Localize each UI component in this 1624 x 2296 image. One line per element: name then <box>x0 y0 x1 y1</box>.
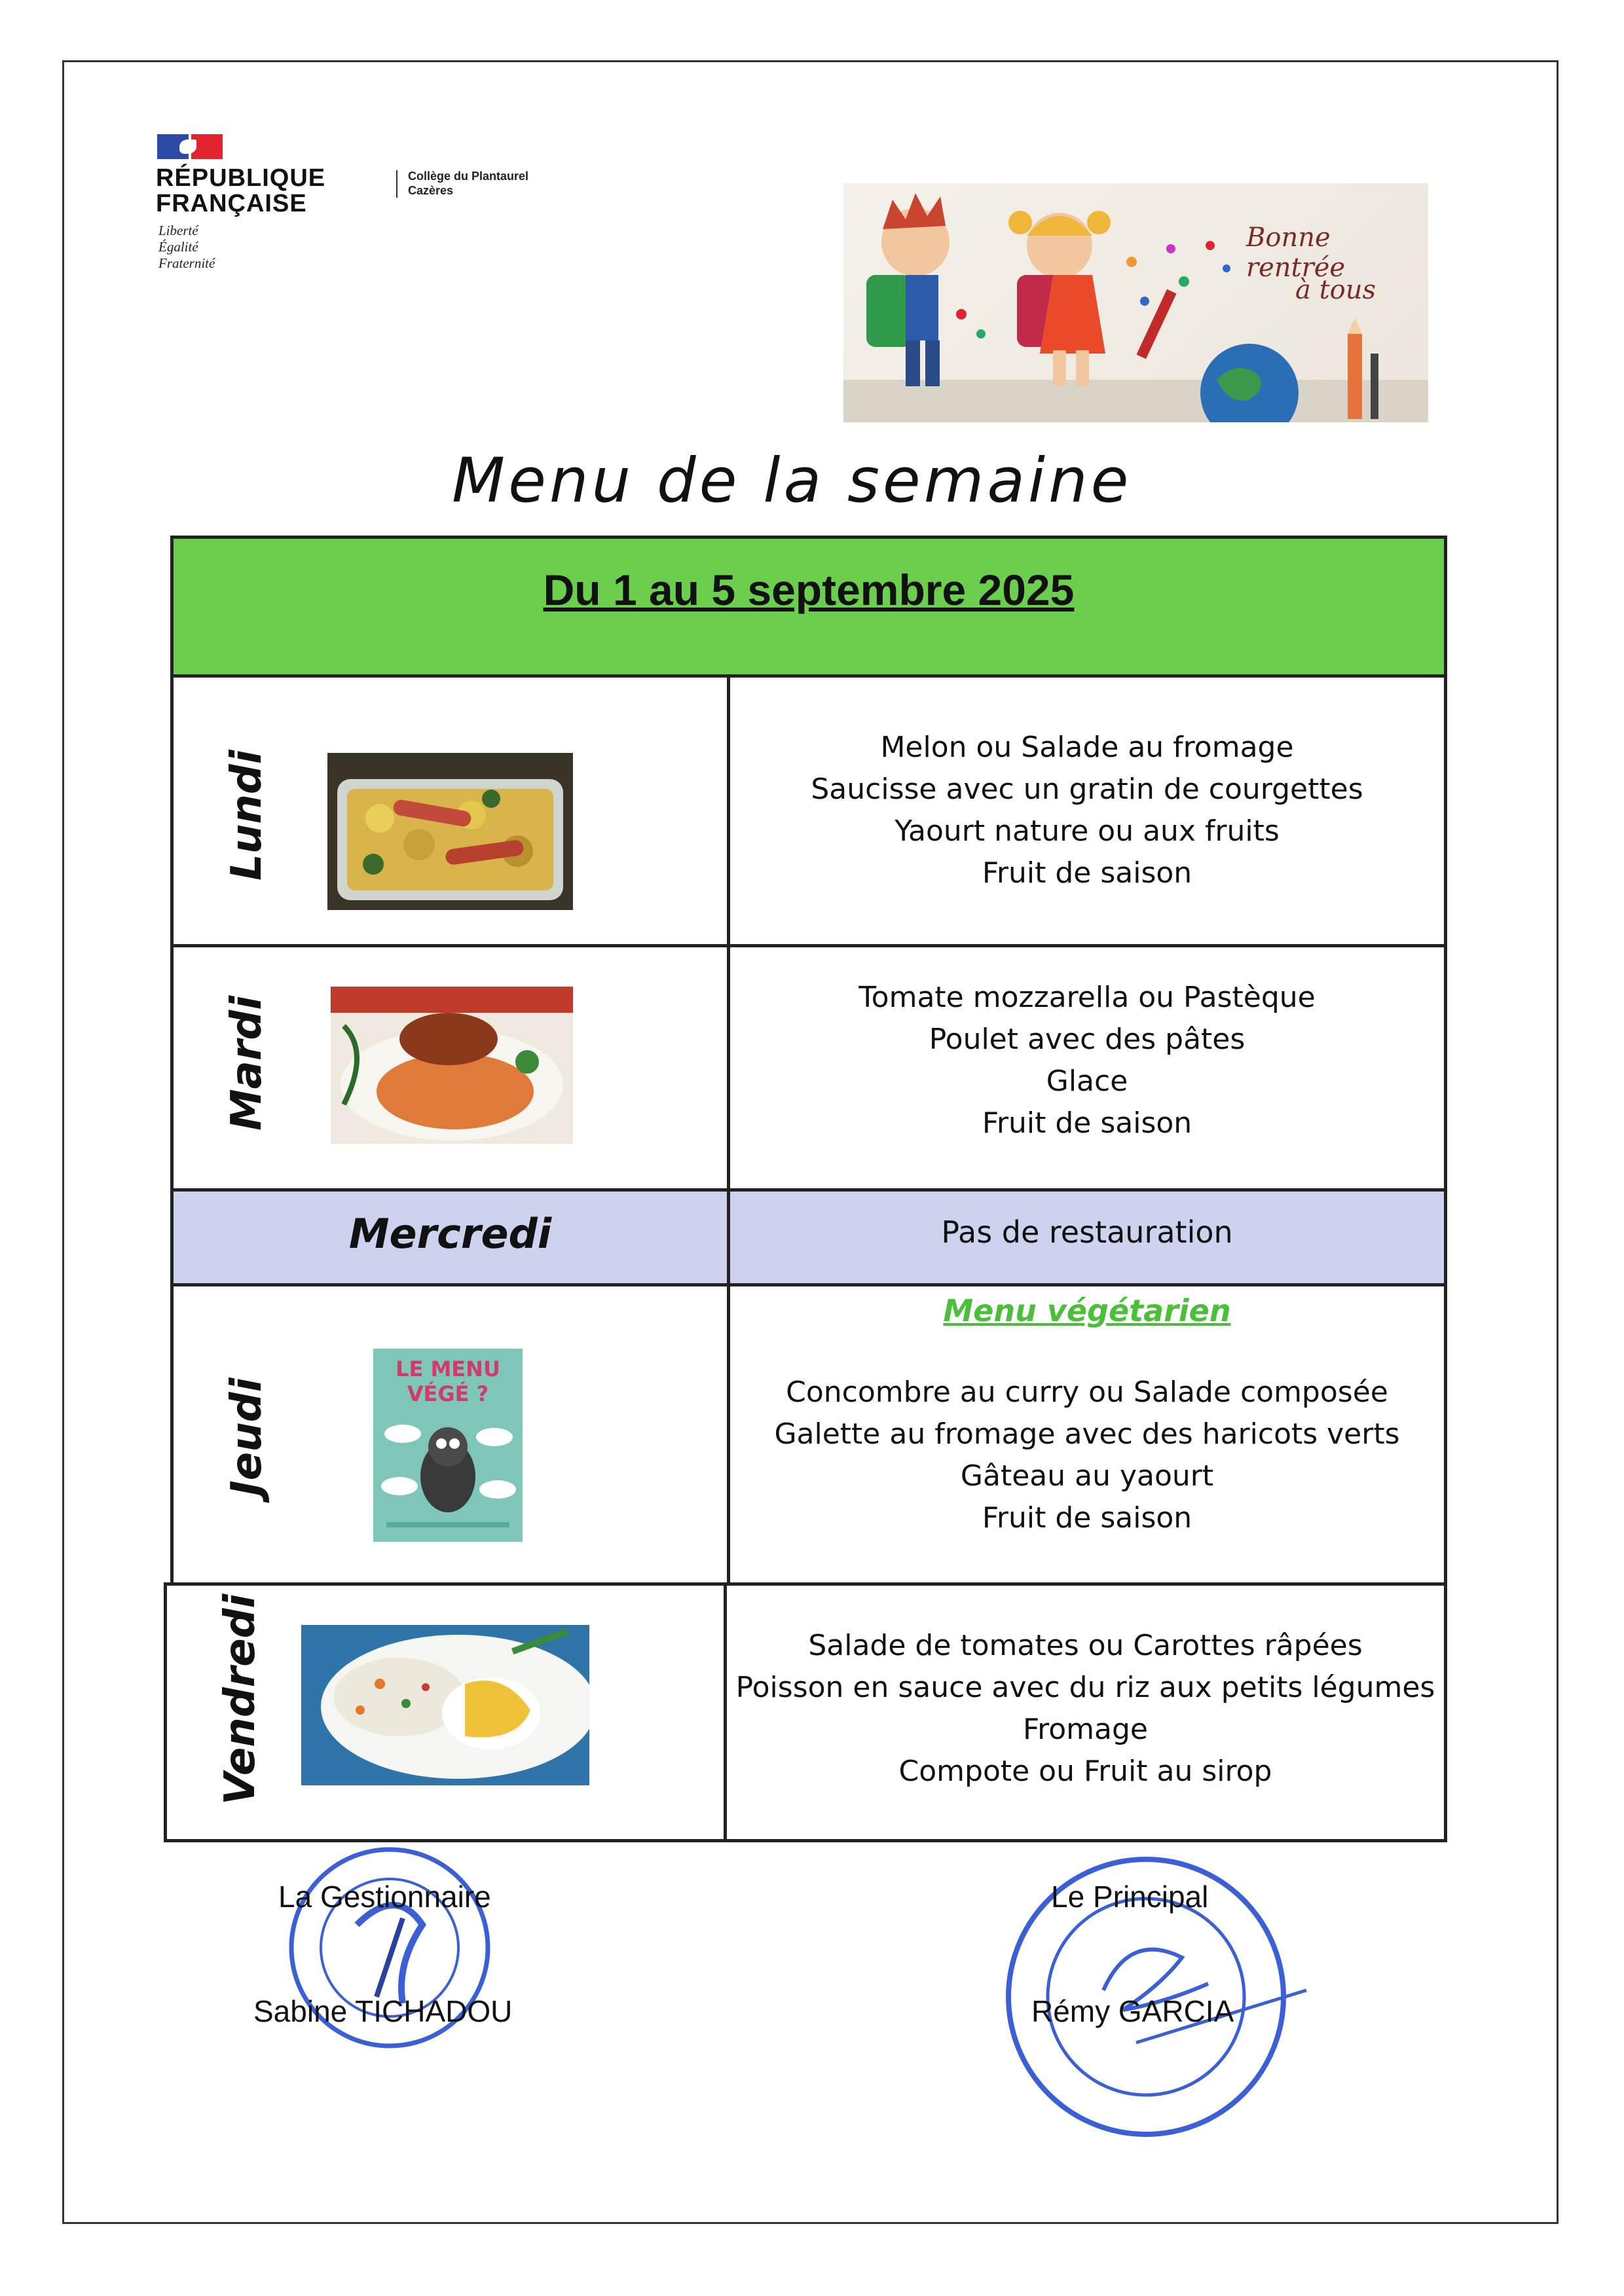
vegetarian-tag: Menu végétarien <box>943 1293 1231 1328</box>
day-label-vendredi: Vendredi <box>216 1594 265 1805</box>
menu-item: Fruit de saison <box>982 1106 1192 1140</box>
menu-item: Concombre au curry ou Salade composée <box>786 1376 1388 1409</box>
marianne-logo <box>157 134 223 159</box>
day-label-mercredi: Mercredi <box>348 1210 552 1258</box>
republic-line-1: RÉPUBLIQUE <box>156 164 326 192</box>
menu-item: Fruit de saison <box>982 856 1192 890</box>
page-title: Menu de la semaine <box>452 445 1132 517</box>
day-cell-vendredi <box>164 1582 727 1842</box>
day-cell-lundi <box>170 674 730 947</box>
chicken-pasta-photo <box>331 987 573 1144</box>
motto-1: Liberté <box>158 223 198 238</box>
menu-item: Compote ou Fruit au sirop <box>898 1755 1272 1788</box>
college-city: Cazères <box>408 184 454 197</box>
poster-title-2: VÉGÉ ? <box>407 1381 489 1406</box>
menu-list-lundi <box>730 727 1444 894</box>
poster-title-1: LE MENU <box>396 1357 500 1381</box>
menu-item: Gâteau au yaourt <box>960 1459 1214 1493</box>
menu-item: Galette au fromage avec des haricots verts <box>774 1417 1400 1451</box>
republic-line-2: FRANÇAISE <box>156 190 307 217</box>
day-cell-mardi <box>170 944 730 1192</box>
menu-cell-lundi <box>727 674 1447 947</box>
menu-list-mardi <box>730 977 1444 1144</box>
menu-item: Fruit de saison <box>982 1501 1192 1535</box>
menu-list-jeudi <box>730 1372 1444 1539</box>
day-cell-mercredi <box>170 1188 730 1286</box>
logo-separator <box>396 170 397 198</box>
no-service-note: Pas de restauration <box>941 1214 1233 1250</box>
gratin-photo <box>327 753 573 910</box>
menu-item: Melon ou Salade au fromage <box>880 731 1294 764</box>
left-signature-title: La Gestionnaire <box>278 1880 491 1914</box>
left-signature-name: Sabine TICHADOU <box>253 1994 513 2028</box>
menu-item: Fromage <box>1023 1713 1148 1746</box>
menu-cell-mercredi <box>727 1188 1447 1286</box>
college-name: Collège du Plantaurel <box>408 170 529 183</box>
banner-text-1: Bonne rentrée <box>1246 223 1346 283</box>
menu-item: Yaourt nature ou aux fruits <box>895 814 1280 848</box>
banner-text-2: à tous <box>1295 275 1376 305</box>
motto-2: Égalité <box>158 239 198 255</box>
right-signature-name: Rémy GARCIA <box>1031 1994 1234 2028</box>
motto-3: Fraternité <box>158 255 215 271</box>
right-signature-title: Le Principal <box>1051 1880 1209 1914</box>
menu-cell-mardi <box>727 944 1447 1192</box>
menu-item: Tomate mozzarella ou Pastèque <box>858 981 1316 1014</box>
day-label-jeudi: Jeudi <box>223 1377 271 1496</box>
period-label: Du 1 au 5 septembre 2025 <box>543 566 1075 614</box>
day-label-lundi: Lundi <box>223 750 271 881</box>
menu-item: Poulet avec des pâtes <box>929 1023 1246 1056</box>
menu-item: Glace <box>1046 1065 1128 1098</box>
menu-cell-vendredi <box>724 1582 1447 1842</box>
fish-rice-photo <box>301 1625 589 1785</box>
menu-item: Poisson en sauce avec du riz aux petits légumes <box>735 1671 1435 1704</box>
menu-cell-jeudi <box>727 1283 1447 1586</box>
menu-vege-poster <box>373 1349 523 1542</box>
menu-list-vendredi <box>727 1625 1444 1793</box>
welcome-banner-image <box>843 183 1428 422</box>
menu-item: Salade de tomates ou Carottes râpées <box>808 1629 1363 1662</box>
day-label-mardi: Mardi <box>223 995 271 1131</box>
menu-item: Saucisse avec un gratin de courgettes <box>811 773 1363 806</box>
period-row <box>170 536 1447 678</box>
day-cell-jeudi <box>170 1283 730 1586</box>
